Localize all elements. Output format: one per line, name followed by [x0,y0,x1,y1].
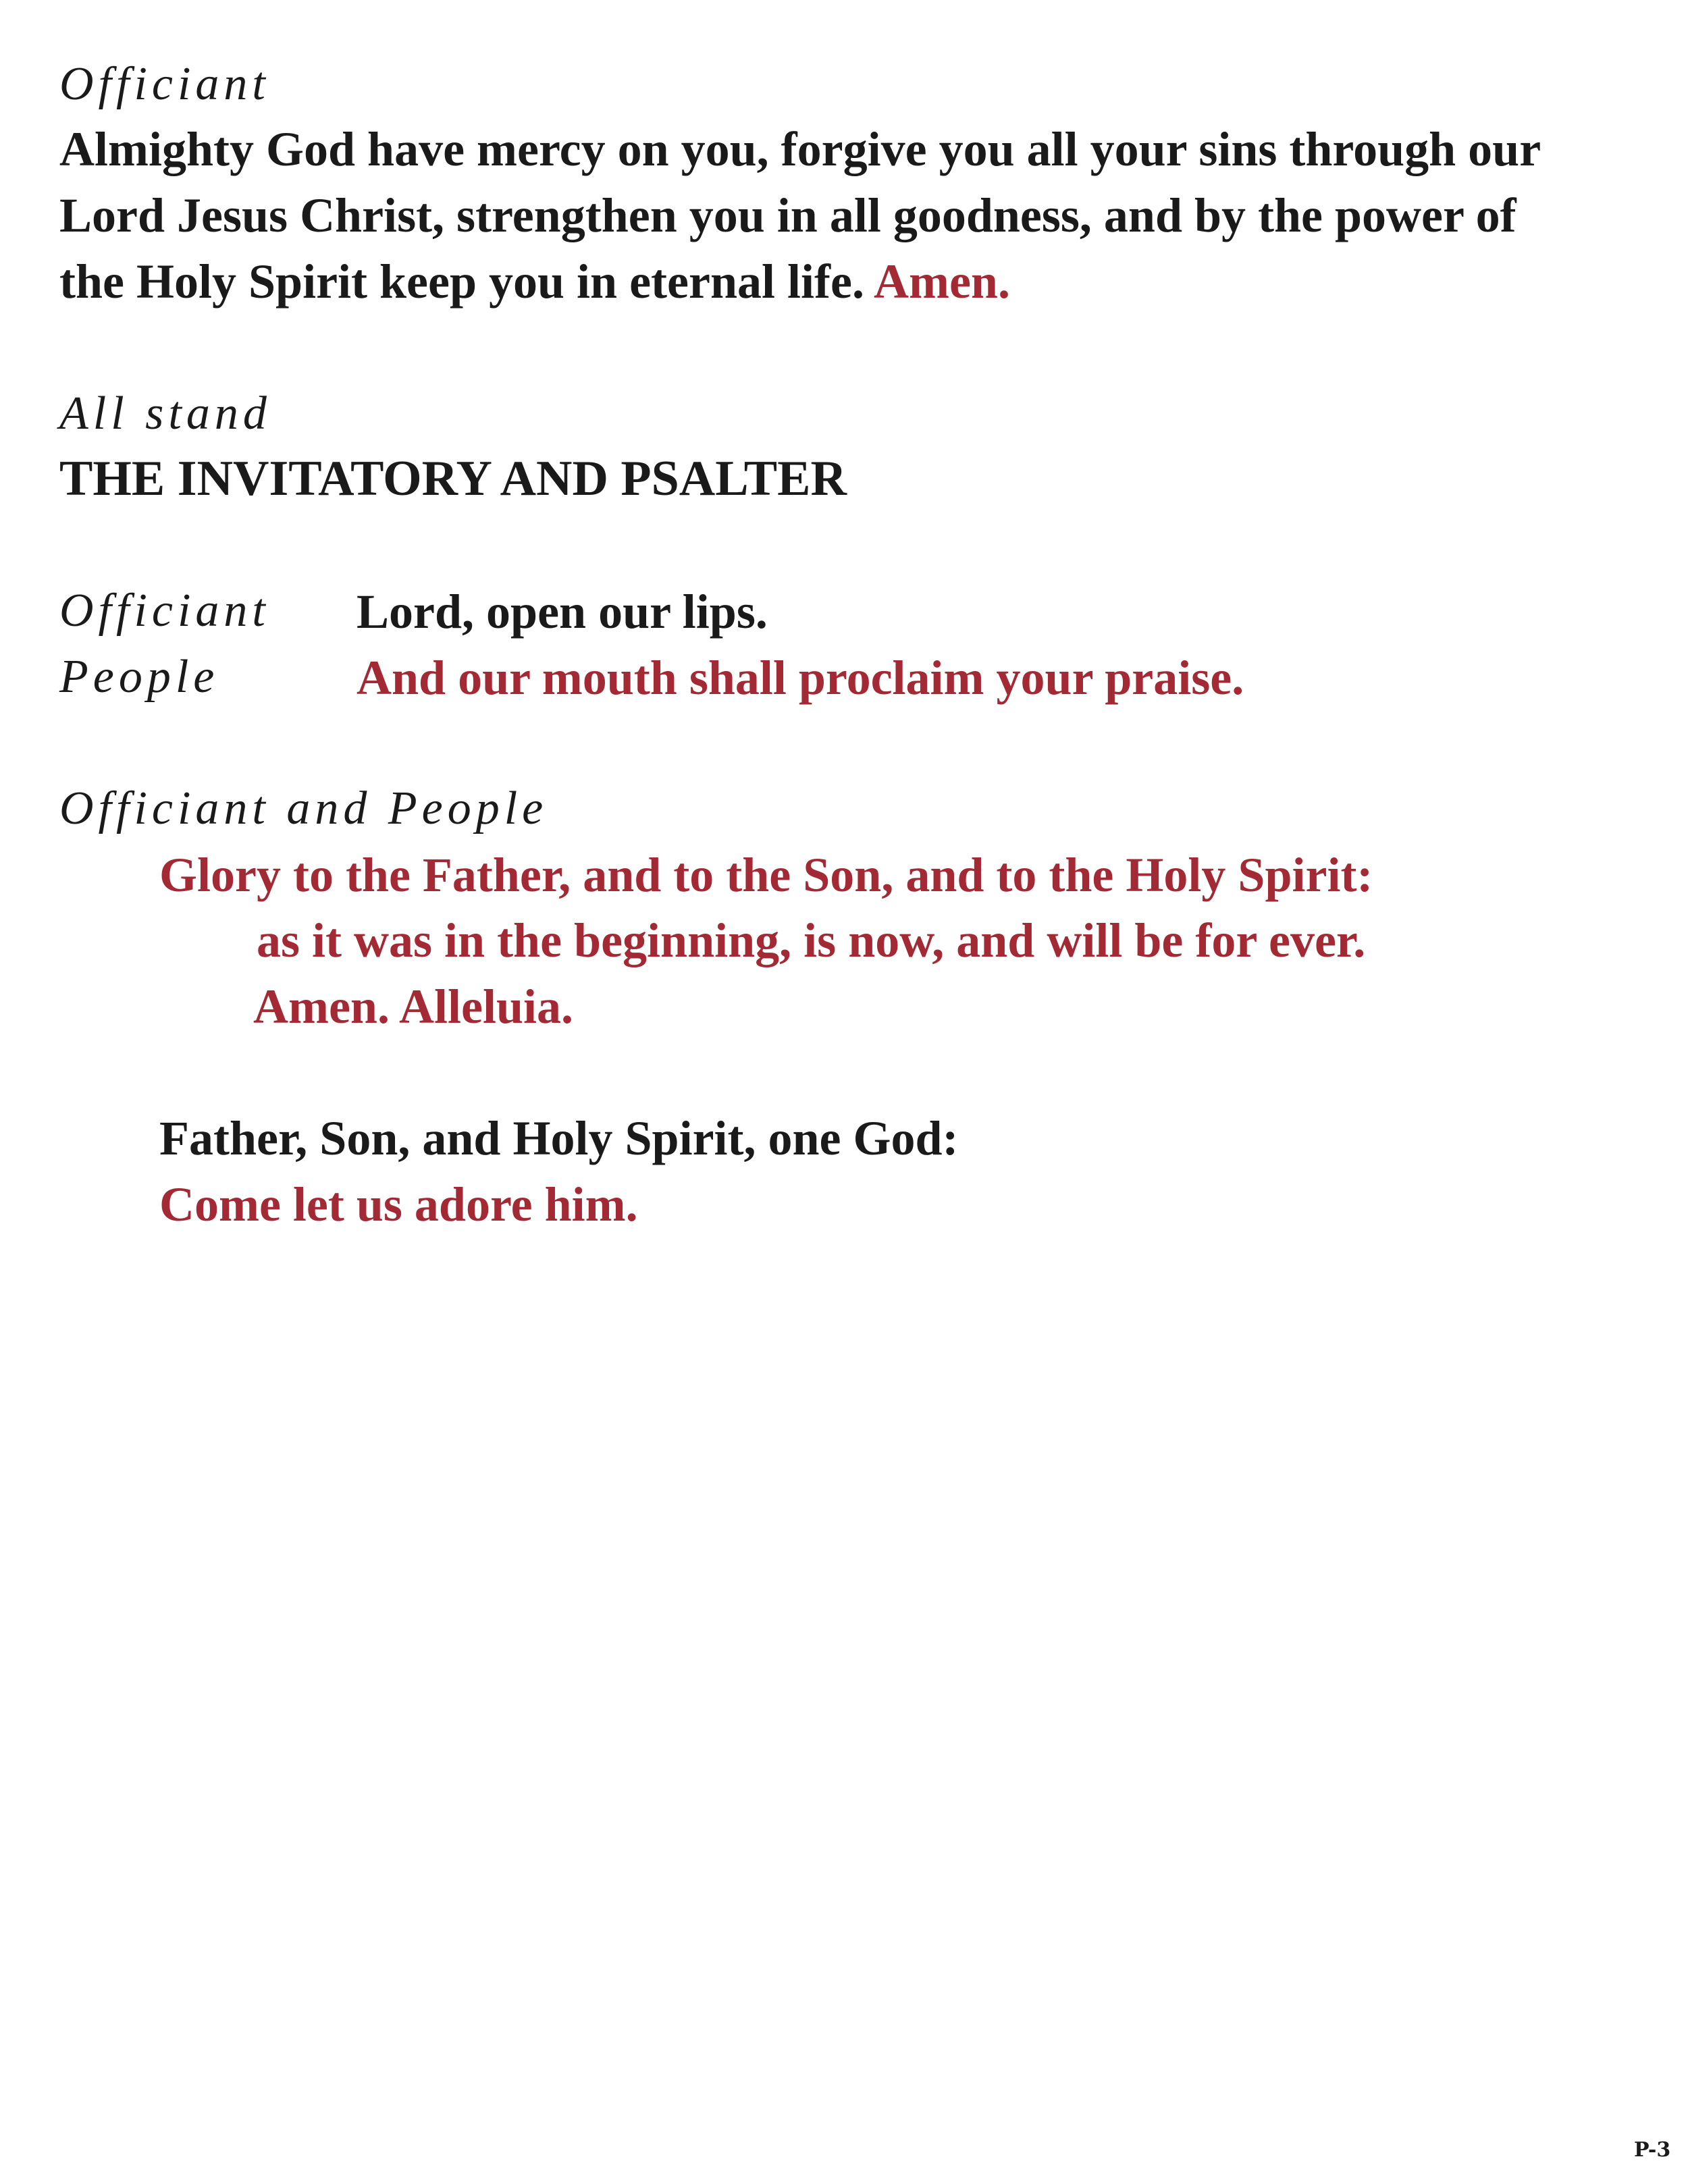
invitatory-line-2: Come let us adore him. [159,1177,638,1231]
gloria-line-2: as it was in the beginning, is now, and will be for ever. [257,913,1366,967]
absolution-line-3-text: the Holy Spirit keep you in eternal life. [59,255,864,309]
absolution-line-3 [59,255,1010,309]
gloria-rubric: Officiant and People [59,782,548,834]
absolution-rubric: Officiant [59,58,270,110]
versicle-people-text: And our mouth shall proclaim your praise. [357,651,1244,705]
gloria-line-1: Glory to the Father, and to the Son, and to the Holy Spirit: [159,848,1373,902]
absolution-amen: Amen. [873,255,1010,309]
invitatory-line-1: Father, Son, and Holy Spirit, one God: [159,1111,959,1165]
absolution-line-2: Lord Jesus Christ, strengthen you in all goodness, and by the power of [59,188,1516,242]
absolution-line-1: Almighty God have mercy on you, forgive you all your sins through our [59,122,1541,176]
page-number: P-3 [1634,2138,1671,2162]
section-rubric: All stand [59,388,271,440]
section-heading: THE INVITATORY AND PSALTER [59,451,847,506]
versicle-officiant-text: Lord, open our lips. [357,585,768,639]
gloria-line-3: Amen. Alleluia. [253,980,574,1034]
versicle-officiant-label: Officiant [59,585,270,637]
versicle-people-label: People [59,651,219,703]
